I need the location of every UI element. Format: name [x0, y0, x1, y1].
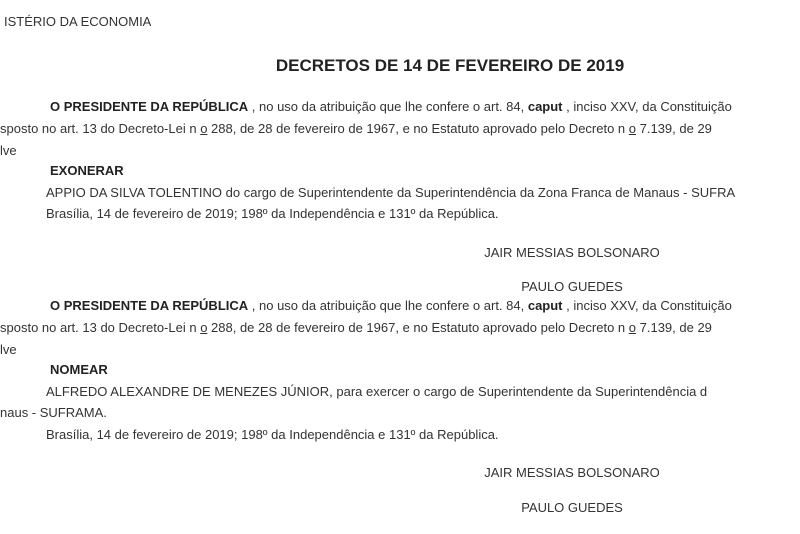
decree-2-dateline: Brasília, 14 de fevereiro de 2019; 198º da Independência e 131º da República.: [46, 427, 499, 442]
decree-2-action: NOMEAR: [50, 362, 108, 377]
preamble-text: , no uso da atribuição que lhe confere o art. 84,: [248, 298, 528, 313]
preamble-text: sposto no art. 13 do Decreto-Lei n: [0, 320, 201, 335]
caput-label: caput: [527, 99, 563, 114]
preamble-text: , inciso XXV, da Constituição: [562, 99, 732, 114]
ordinal-mark: o: [200, 320, 208, 335]
ordinal-mark: o: [628, 121, 637, 136]
ordinal-mark: o: [200, 121, 208, 136]
decree-1-preamble-line-1: [0, 99, 800, 115]
preamble-text: 288, de 28 de fevereiro de 1967, e no Estatuto aprovado pelo Decreto n: [207, 320, 629, 335]
preamble-text: , inciso XXV, da Constituição: [562, 298, 732, 313]
decree-1-signature-minister: PAULO GUEDES: [521, 279, 623, 294]
ministry-name: ISTÉRIO DA ECONOMIA: [4, 14, 152, 29]
decree-1-preamble-line-2: [0, 121, 800, 137]
decree-1-preamble-line-3: lve: [0, 143, 17, 158]
decree-2-preamble-line-1: [0, 298, 800, 314]
preamble-text: 7.139, de 29: [636, 121, 712, 136]
president-label: O PRESIDENTE DA REPÚBLICA: [50, 298, 249, 313]
decree-1-action: EXONERAR: [50, 163, 124, 178]
decree-1-signature-president: JAIR MESSIAS BOLSONARO: [484, 245, 660, 260]
decree-2-preamble-line-2: [0, 320, 800, 336]
preamble-text: 7.139, de 29: [636, 320, 712, 335]
page-title: DECRETOS DE 14 DE FEVEREIRO DE 2019: [275, 56, 625, 75]
decree-2-body-line-1: ALFREDO ALEXANDRE DE MENEZES JÚNIOR, para exercer o cargo de Superintendente da Superintendência d: [46, 384, 708, 399]
decree-2-signature-president: JAIR MESSIAS BOLSONARO: [484, 465, 660, 480]
decree-2-signature-minister: PAULO GUEDES: [521, 500, 623, 515]
decree-2-body-line-2: naus - SUFRAMA.: [0, 405, 107, 420]
decree-1-dateline: Brasília, 14 de fevereiro de 2019; 198º da Independência e 131º da República.: [46, 206, 499, 221]
preamble-text: , no uso da atribuição que lhe confere o art. 84,: [248, 99, 528, 114]
preamble-text: 288, de 28 de fevereiro de 1967, e no Estatuto aprovado pelo Decreto n: [207, 121, 629, 136]
preamble-text: sposto no art. 13 do Decreto-Lei n: [0, 121, 201, 136]
president-label: O PRESIDENTE DA REPÚBLICA: [50, 99, 249, 114]
ordinal-mark: o: [628, 320, 637, 335]
decree-2-preamble-line-3: lve: [0, 342, 17, 357]
decree-1-body: APPIO DA SILVA TOLENTINO do cargo de Superintendente da Superintendência da Zona Franca de Manaus - SUFRA: [46, 185, 736, 200]
caput-label: caput: [527, 298, 563, 313]
